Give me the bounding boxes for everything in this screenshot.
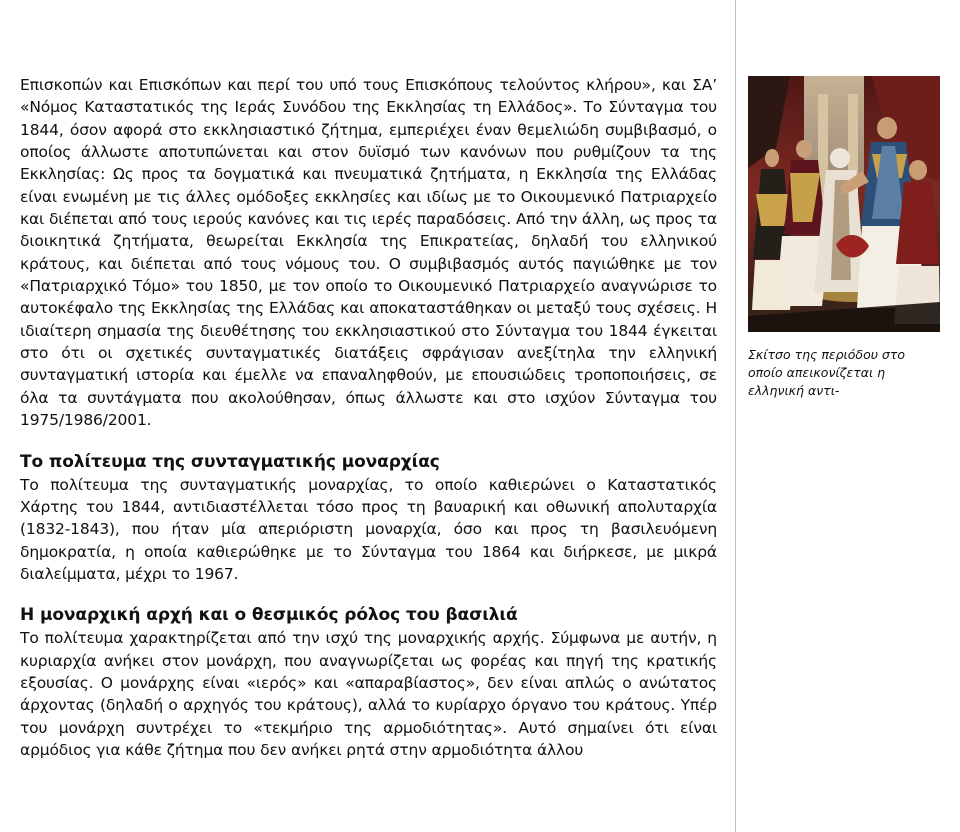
page-divider [735,0,736,832]
historical-image-figure [748,76,940,400]
section-paragraph-constitutional-monarchy: Το πολίτευμα της συνταγματικής μοναρχίας, το οποίο καθιερώνει ο Καταστατικός Χάρτης του 1844, αντιδιαστέλλεται τόσο προς τη βαυαρική και οθωνική απολυταρχία (1832-1843), που ήταν μία απεριόριστη μοναρχία, όσο και προς τη βασιλευόμενη δημοκρατία, η οποία καθιερώθηκε με το Σύνταγμα του 1864 και διήρκεσε, με μικρά διαλείμματα, μέχρι το 1967. [20,475,717,583]
section-paragraph-monarchic-principle: Το πολίτευμα χαρακτηρίζεται από την ισχύ της μοναρχικής αρχής. Σύμφωνα με αυτήν, η κυριαρχία ανήκει στον μονάρχη, που αναγνωρίζεται ως φορέας και πηγή της κρατικής εξουσίας. Ο μονάρχης είναι «ιερός» και «απαραβίαστος», δεν είναι απλώς ο ανώτατος άρχοντας (δηλαδή ο αρχηγός του κράτους), αλλά το κυρίαρχο όργανο του κράτους. Υπέρ του μονάρχη συντρέχει το «τεκμήριο της αρμοδιότητας». Αυτό σημαίνει ότι είναι αρμόδιος για κάθε ζήτημα που δεν ανήκει ρητά στην αρμοδιότητα άλλου [20,629,717,759]
body-paragraph: Επισκοπών και Επισκόπων και περί του υπό τους Επισκόπους τελούντος κλήρου», και ΣΑ’ «Νόμος Καταστατικός της Ιεράς Συνόδου της Εκκλησίας τη Ελλάδος». Το Σύνταγμα του 1844, όσον αφορά στο εκκλησιαστικό ζήτημα, εμπεριέχει έναν θεμελιώδη συμβιβασμό, ο οποίος άλλωστε αποτυπώνεται και στον δυϊσμό των κανόνων που ρυθμίζουν τα της Εκκλησίας: Ως προς τα δογματικά και πνευματικά ζητήματα, η Εκκλησία της Ελλάδας είναι ενωμένη με τις άλλες ομόδοξες εκκλησίες και ιδίως με το Οικουμενικό Πατριαρχείο και διέπεται από τους ιερούς κανόνες και τις ιερές παραδόσεις. Από την άλλη, ως προς τα διοικητικά ζητήματα, θεωρείται Εκκλησία της Επικρατείας, δηλαδή του ελληνικού κράτους, και διέπεται από τους νόμους του. Ο συμβιβασμός αυτός παγιώθηκε με τον «Πατριαρχικό Τόμο» του 1850, με τον οποίο το Οικουμενικό Πατριαρχείο αναγνώρισε το αυτοκέφαλο της Εκκλησίας της Ελλάδας και αποκαταστάθηκαν οι μεταξύ τους σχέσεις. Η ιδιαίτερη σημασία της διευθέτησης του εκκλησιαστικού στο Σύνταγμα του 1844 έγκειται στο ότι οι σχετικές συνταγματικές διατάξεις σφράγισαν ανεξίτηλα την ελληνική συνταγματική ιστορία και έμελλε να επαναληφθούν, με επουσιώδεις τροποποιήσεις, σε όλα τα συντάγματα που ακολούθησαν, όπως άλλωστε και στο ισχύον Σύνταγμα του 1975/1986/2001. [20,76,717,430]
main-text-column [20,74,717,761]
section-heading-constitutional-monarchy: Το πολίτευμα της συνταγματικής μοναρχίας [20,451,440,472]
section-heading-monarchic-principle: Η μοναρχική αρχή και ο θεσμικός ρόλος του βασιλιά [20,605,518,626]
historical-painting-image [748,76,940,332]
figure-caption: Σκίτσο της περιόδου στο οποίο απεικονίζεται η ελληνική αντι- [748,347,906,398]
